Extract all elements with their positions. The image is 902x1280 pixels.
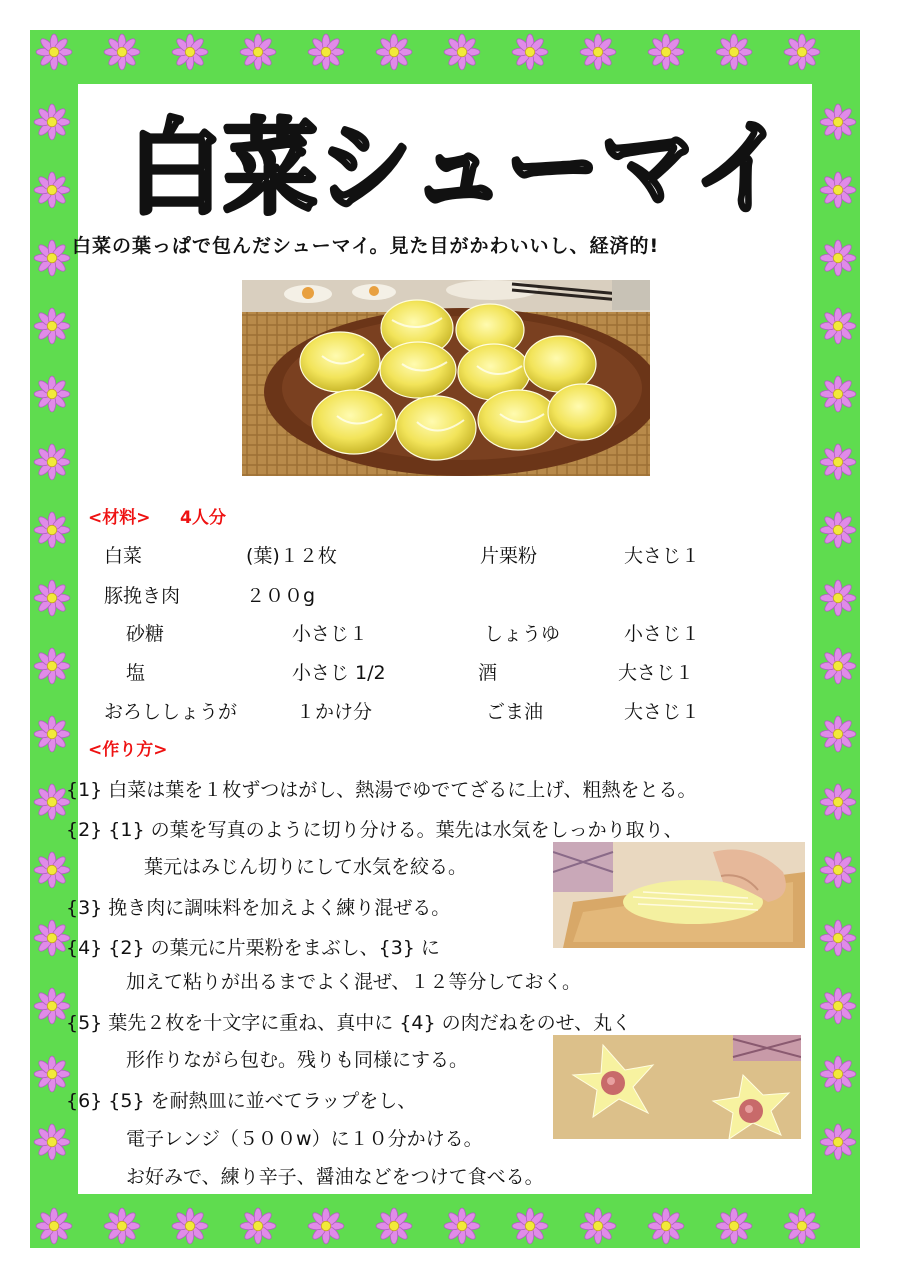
- title-text: 白菜シューマイ: [128, 107, 788, 226]
- flower-icon: [34, 1124, 70, 1160]
- ingredient-name: しょうゆ: [484, 623, 561, 645]
- step-5-cont: 形作りながら包む。残りも同様にする。: [126, 1049, 469, 1071]
- flower-icon: [376, 34, 412, 70]
- ingredient-name: 豚挽き肉: [104, 585, 181, 607]
- flower-icon: [36, 34, 72, 70]
- page-title: [118, 96, 798, 226]
- flower-icon: [36, 1208, 72, 1244]
- flower-icon: [820, 444, 856, 480]
- flower-icon: [820, 1056, 856, 1092]
- ingredient-name: 片栗粉: [480, 545, 538, 567]
- flower-icon: [376, 1208, 412, 1244]
- flower-icon: [34, 376, 70, 412]
- flower-icon: [820, 580, 856, 616]
- flower-icon: [172, 1208, 208, 1244]
- flower-icon: [444, 1208, 480, 1244]
- ingredient-amount: 小さじ 1/2: [292, 662, 386, 684]
- step-6-note: お好みで、練り辛子、醤油などをつけて食べる。: [126, 1166, 544, 1188]
- flower-icon: [820, 648, 856, 684]
- ingredient-name: 塩: [126, 662, 146, 684]
- flower-icon: [580, 34, 616, 70]
- flower-icon: [34, 444, 70, 480]
- flower-icon: [308, 34, 344, 70]
- flower-icon: [444, 34, 480, 70]
- flower-icon: [784, 1208, 820, 1244]
- step-4-cont: 加えて粘りが出るまでよく混ぜ、１２等分しておく。: [126, 971, 582, 993]
- ingredient-amount: 大さじ１: [624, 701, 701, 723]
- wrapping-photo: [553, 1035, 801, 1139]
- ingredient-amount: (葉)１２枚: [246, 545, 337, 567]
- step-2-cont: 葉元はみじん切りにして水気を絞る。: [144, 856, 468, 878]
- shumai-photo: [242, 280, 650, 476]
- flower-icon: [240, 1208, 276, 1244]
- flower-icon: [820, 172, 856, 208]
- flower-icon: [580, 1208, 616, 1244]
- ingredient-name: ごま油: [486, 701, 544, 723]
- flower-icon: [34, 104, 70, 140]
- flower-icon: [784, 34, 820, 70]
- servings-label: 4人分: [180, 508, 226, 528]
- flower-icon: [34, 648, 70, 684]
- flower-icon: [34, 1056, 70, 1092]
- ingredient-name: おろししょうが: [104, 701, 238, 723]
- flower-icon: [820, 104, 856, 140]
- step-4: {4} {2} の葉元に片栗粉をまぶし、{3} に: [66, 937, 440, 959]
- flower-icon: [34, 988, 70, 1024]
- ingredient-amount: ２００g: [246, 585, 316, 607]
- flower-icon: [820, 512, 856, 548]
- step-5: {5} 葉先２枚を十文字に重ね、真中に {4} の肉だねをのせ、丸く: [66, 1012, 632, 1034]
- flower-icon: [34, 240, 70, 276]
- ingredient-amount: 大さじ１: [618, 662, 695, 684]
- flower-icon: [34, 580, 70, 616]
- flower-icon: [240, 34, 276, 70]
- flower-icon: [34, 172, 70, 208]
- flower-icon: [716, 34, 752, 70]
- subtitle: 白菜の葉っぱで包んだシューマイ。見た目がかわいいし、経済的!: [72, 235, 660, 257]
- flower-icon: [34, 784, 70, 820]
- step-3: {3} 挽き肉に調味料を加えよく練り混ぜる。: [66, 897, 451, 919]
- ingredients-heading: <材料>: [88, 508, 151, 528]
- flower-icon: [820, 240, 856, 276]
- flower-icon: [172, 34, 208, 70]
- step-6: {6} {5} を耐熱皿に並べてラップをし、: [66, 1090, 417, 1112]
- flower-icon: [820, 376, 856, 412]
- flower-icon: [820, 1124, 856, 1160]
- flower-icon: [34, 920, 70, 956]
- flower-icon: [820, 716, 856, 752]
- flower-icon: [34, 512, 70, 548]
- ingredient-name: 白菜: [104, 545, 143, 567]
- flower-icon: [512, 1208, 548, 1244]
- ingredient-name: 砂糖: [126, 623, 165, 645]
- flower-icon: [648, 34, 684, 70]
- ingredient-amount: 小さじ１: [624, 623, 701, 645]
- flower-icon: [34, 716, 70, 752]
- directions-heading: <作り方>: [88, 740, 168, 760]
- flower-icon: [34, 852, 70, 888]
- flower-icon: [820, 852, 856, 888]
- ingredient-amount: 小さじ１: [292, 623, 369, 645]
- ingredient-name: 酒: [478, 662, 498, 684]
- step-6-cont: 電子レンジ（５００w）に１０分かける。: [126, 1128, 483, 1150]
- flower-icon: [104, 34, 140, 70]
- step-2: {2} {1} の葉を写真のように切り分ける。葉先は水気をしっかり取り、: [66, 819, 683, 841]
- flower-icon: [820, 920, 856, 956]
- flower-icon: [308, 1208, 344, 1244]
- flower-icon: [716, 1208, 752, 1244]
- flower-icon: [648, 1208, 684, 1244]
- flower-icon: [104, 1208, 140, 1244]
- cutting-leaf-photo: [553, 842, 805, 948]
- flower-icon: [820, 784, 856, 820]
- step-1: {1} 白菜は葉を１枚ずつはがし、熱湯でゆでてざるに上げ、粗熱をとる。: [66, 779, 697, 801]
- flower-icon: [820, 308, 856, 344]
- flower-icon: [512, 34, 548, 70]
- ingredient-amount: 大さじ１: [624, 545, 701, 567]
- ingredient-amount: １かけ分: [296, 701, 373, 723]
- flower-icon: [820, 988, 856, 1024]
- flower-icon: [34, 308, 70, 344]
